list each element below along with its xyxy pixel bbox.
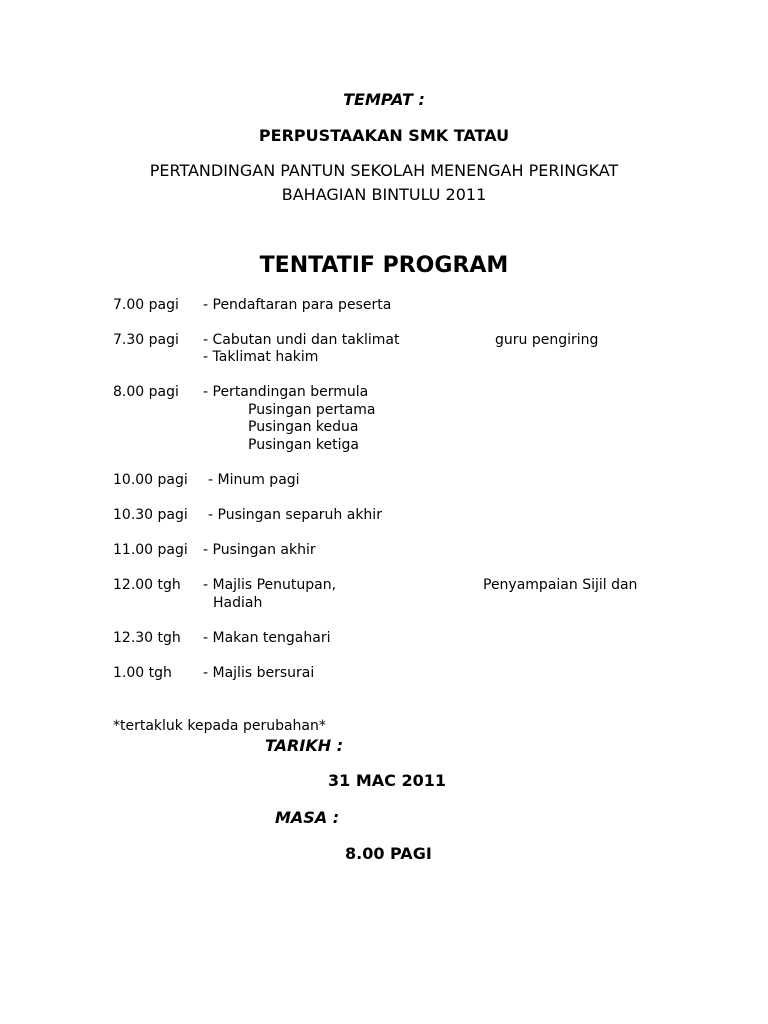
schedule-note: *tertakluk kepada perubahan* (113, 718, 326, 734)
program-title: TENTATIF PROGRAM (259, 253, 509, 278)
masa-label: MASA : (275, 808, 340, 827)
schedule-activity: - Majlis Penutupan, (203, 577, 337, 593)
schedule-activity: - Pertandingan bermula (203, 384, 369, 400)
schedule-activity: - Minum pagi (208, 472, 300, 488)
schedule-time: 7.30 pagi (113, 332, 179, 348)
schedule-activity: - Pendaftaran para peserta (203, 297, 392, 313)
schedule-activity: Hadiah (213, 595, 263, 611)
event-title-line-1: PERTANDINGAN PANTUN SEKOLAH MENENGAH PERINGKAT (149, 161, 619, 180)
schedule-time: 1.00 tgh (113, 665, 172, 681)
schedule-time: 10.00 pagi (113, 472, 188, 488)
schedule-activity-continuation: guru pengiring (495, 332, 599, 348)
schedule-sub-item: Pusingan ketiga (248, 437, 359, 453)
schedule-time: 7.00 pagi (113, 297, 179, 313)
schedule-sub-item: Pusingan kedua (248, 419, 359, 435)
schedule-activity-continuation: Penyampaian Sijil dan (483, 577, 638, 593)
schedule-activity: - Pusingan separuh akhir (208, 507, 382, 523)
schedule-time: 12.00 tgh (113, 577, 181, 593)
schedule-time: 8.00 pagi (113, 384, 179, 400)
schedule-activity: - Majlis bersurai (203, 665, 315, 681)
schedule-activity: - Taklimat hakim (203, 349, 319, 365)
schedule-activity: - Cabutan undi dan taklimat (203, 332, 400, 348)
tempat-label: TEMPAT : (343, 90, 425, 109)
tarikh-label: TARIKH : (265, 736, 344, 755)
event-time: 8.00 PAGI (345, 844, 432, 863)
schedule-activity: - Pusingan akhir (203, 542, 316, 558)
schedule-time: 12.30 tgh (113, 630, 181, 646)
schedule-time: 11.00 pagi (113, 542, 188, 558)
venue-name: PERPUSTAAKAN SMK TATAU (258, 126, 510, 145)
event-date: 31 MAC 2011 (328, 771, 446, 790)
schedule-sub-item: Pusingan pertama (248, 402, 376, 418)
event-title-line-2: BAHAGIAN BINTULU 2011 (281, 185, 487, 204)
schedule-activity: - Makan tengahari (203, 630, 331, 646)
schedule-time: 10.30 pagi (113, 507, 188, 523)
